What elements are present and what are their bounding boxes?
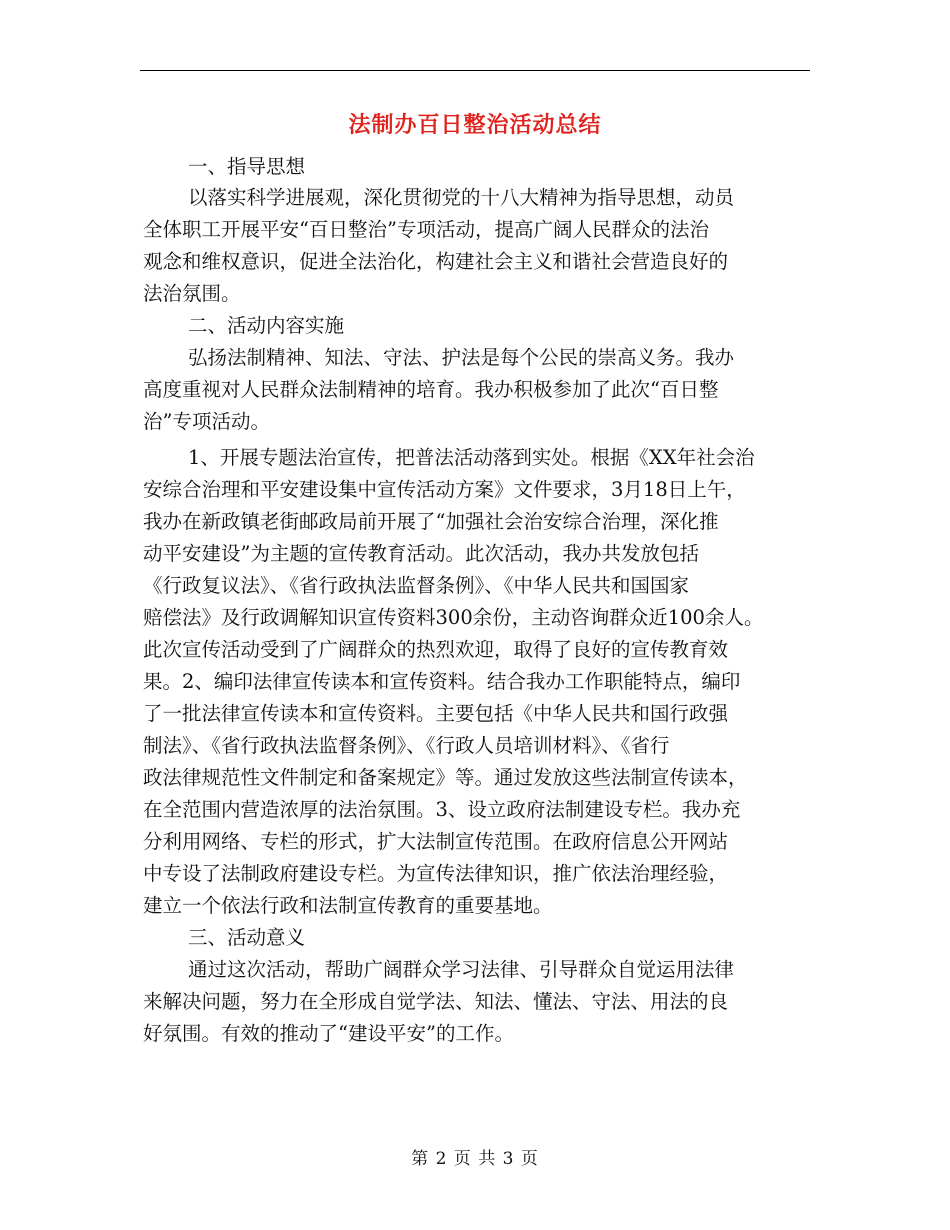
heading-significance: 三、活动意义 — [188, 926, 306, 949]
paragraph-line: 安综合治理和平安建设集中宣传活动方案》文件要求，3月18日上午， — [143, 478, 746, 501]
paragraph-line: 来解决问题，努力在全形成自觉学法、知法、懂法、守法、用法的良 — [143, 990, 729, 1013]
paragraph-line: 通过这次活动，帮助广阔群众学习法律、引导群众自觉运用法律 — [188, 958, 735, 981]
paragraph-line: 赔偿法》及行政调解知识宣传资料300余份，主动咨询群众近100余人。 — [143, 606, 764, 629]
paragraph-line: 法治氛围。 — [143, 282, 241, 305]
paragraph-line: 分利用网络、专栏的形式，扩大法制宣传范围。在政府信息公开网站 — [143, 830, 729, 853]
paragraph-line: 果。2、编印法律宣传读本和宣传资料。结合我办工作职能特点，编印 — [143, 670, 741, 693]
paragraph-line: 弘扬法制精神、知法、守法、护法是每个公民的崇高义务。我办 — [188, 346, 735, 369]
document-title: 法制办百日整治活动总结 — [348, 113, 602, 138]
paragraph-line: 以落实科学进展观，深化贯彻党的十八大精神为指导思想，动员 — [188, 186, 735, 209]
paragraph-line: 《行政复议法》、《省行政执法监督条例》、《中华人民共和国国家 — [143, 574, 690, 597]
paragraph-line: 好氛围。有效的推动了“建设平安”的工作。 — [143, 1022, 514, 1045]
heading-activity-content: 二、活动内容实施 — [188, 314, 345, 337]
heading-guiding-thought: 一、指导思想 — [188, 155, 306, 178]
paragraph-line: 观念和维权意识，促进全法治化，构建社会主义和谐社会营造良好的 — [143, 250, 729, 273]
paragraph-line: 建立一个依法行政和法制宣传教育的重要基地。 — [143, 894, 553, 917]
page-number-footer: 第 2 页 共 3 页 — [411, 1149, 539, 1169]
paragraph-line: 1、开展专题法治宣传，把普法活动落到实处。根据《XX年社会治 — [188, 446, 755, 469]
paragraph-line: 政法律规范性文件制定和备案规定》等。通过发放这些法制宣传读本， — [143, 766, 748, 789]
paragraph-line: 此次宣传活动受到了广阔群众的热烈欢迎，取得了良好的宣传教育效 — [143, 638, 729, 661]
paragraph-line: 在全范围内营造浓厚的法治氛围。3、设立政府法制建设专栏。我办充 — [143, 798, 741, 821]
paragraph-line: 治”专项活动。 — [143, 410, 270, 433]
paragraph-line: 中专设了法制政府建设专栏。为宣传法律知识，推广依法治理经验， — [143, 862, 729, 885]
paragraph-line: 高度重视对人民群众法制精神的培育。我办积极参加了此次“百日整 — [143, 378, 719, 401]
paragraph-line: 了一批法律宣传读本和宣传资料。主要包括《中华人民共和国行政强 — [143, 702, 729, 725]
paragraph-line: 制法》、《省行政执法监督条例》、《行政人员培训材料》、《省行 — [143, 734, 670, 757]
paragraph-line: 全体职工开展平安“百日整治”专项活动，提高广阔人民群众的法治 — [143, 218, 709, 241]
paragraph-line: 我办在新政镇老街邮政局前开展了“加强社会治安综合治理，深化推 — [143, 510, 719, 533]
paragraph-line: 动平安建设”为主题的宣传教育活动。此次活动，我办共发放包括 — [143, 542, 699, 565]
header-rule — [140, 70, 810, 71]
